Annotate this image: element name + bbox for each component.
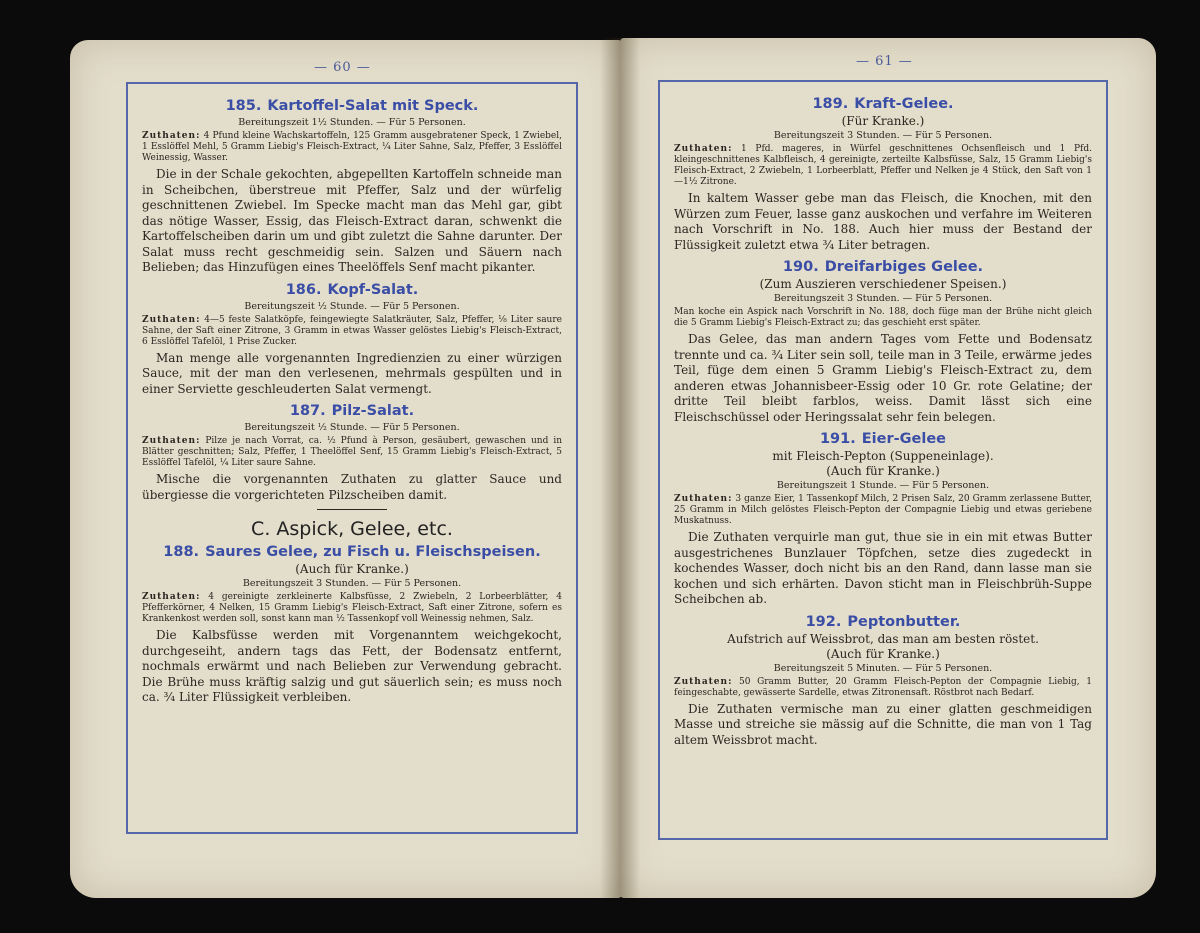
- recipe-187-title: [142, 401, 562, 421]
- recipe-186-name: Kopf-Salat.: [327, 281, 419, 298]
- ingredients-text: 3 ganze Eier, 1 Tassenkopf Milch, 2 Prisen Salz, 20 Gramm zerlassene Butter, 25 Gramm in Milch gelöstes Fleisch-Pepton der Compagnie Liebig und etwas geriebene Muskatnuss.: [674, 494, 1092, 526]
- recipe-191-note: (Auch für Kranke.): [826, 464, 940, 478]
- recipe-187-text: Mische die vorgenannten Zuthaten zu glatter Sauce und übergiesse die vorgerichteten Pilzscheiben damit.: [142, 472, 562, 502]
- page-number-left: — 60 —: [314, 60, 371, 75]
- recipe-189-prep: Bereitungszeit 3 Stunden. — Für 5 Personen.: [773, 130, 993, 141]
- right-page: [620, 38, 1156, 898]
- recipe-190-name: Dreifarbiges Gelee.: [824, 259, 984, 275]
- ingredients-label: Zuthaten:: [142, 314, 201, 325]
- recipe-192-name: Peptonbutter.: [847, 613, 961, 630]
- recipe-191-prep: Bereitungszeit 1 Stunde. — Für 5 Personen.: [776, 480, 990, 491]
- recipe-192-note: (Auch für Kranke.): [826, 646, 940, 661]
- recipe-191-ingredients: [674, 494, 1092, 527]
- recipe-189-text: In kaltem Wasser gebe man das Fleisch, die Knochen, mit den Würzen zum Feuer, lasse ganz auskochen und verfahre im Weiteren nach Vorschrift in No. 188. Auch hier muss der Bestand der Flüssigkeit zuletzt etwa ¾ Liter betragen.: [674, 191, 1092, 252]
- recipe-190-text: Das Gelee, das man andern Tages vom Fette und Bodensatz trennte und ca. ¾ Liter sein soll, teile man in 3 Teile, erwärme jedes Teil, füge dem einen 5 Gramm Liebig's Fleisch-Extract zu, dem anderen etwas Johannisbeer-Essig oder 10 Gr. rote Gelatine; der dritte Teil bleibt farblos, weiss. Damit lässt sich eine Fleischschüssel oder Heringssalat sehr fein belegen.: [674, 332, 1092, 424]
- recipe-189-title: [674, 94, 1092, 114]
- recipe-188-name: Saures Gelee, zu Fisch u. Fleischspeisen.: [205, 544, 541, 560]
- right-page-content: [674, 94, 1092, 828]
- recipe-185-text: Die in der Schale gekochten, abgepellten Kartoffeln schneide man in Scheibchen, überstreue mit Pfeffer, Salz und der würfelig geschnittenen Zwiebel. Im Specke macht man das Mehl gar, gibt das nötige Wasser, Essig, das Fleisch-Extract daran, schwenkt die Kartoffelscheiben darin um und gibt zuletzt die Sahne darunter. Der Salat muss recht geschmeidig sein. Salzen und Säuern nach Belieben; das Hinzufügen eines Theelöffels Senf macht pikanter.: [142, 167, 562, 274]
- recipe-188-text: Die Kalbsfüsse werden mit Vorgenanntem weichgekocht, durchgeseiht, andern tags das Fett, der Bodensatz entfernt, nochmals erwärmt und nach Belieben zur Verwendung gebracht. Die Brühe muss kräftig salzig und gut säuerlich sein; es muss noch ca. ¾ Liter Flüssigkeit verbleiben.: [142, 628, 562, 704]
- ingredients-label: Zuthaten:: [674, 676, 733, 687]
- section-heading: C. Aspick, Gelee, etc.: [251, 518, 453, 540]
- ingredients-text: 4—5 feste Salatköpfe, feingewiegte Salatkräuter, Salz, Pfeffer, ⅛ Liter saure Sahne, der Saft einer Zitrone, 3 Gramm in etwas Wasser gelöstes Liebig's Fleisch-Extract, 6 Esslöffel Tafelöl, 1 Prise Zucker.: [142, 314, 562, 347]
- recipe-192-ingredients: [674, 677, 1092, 699]
- recipe-185-title: [142, 96, 562, 116]
- recipe-192-title: [674, 612, 1092, 632]
- recipe-191-number: 191.: [819, 431, 856, 447]
- recipe-188-prep: Bereitungszeit 3 Stunden. — Für 5 Personen.: [242, 578, 462, 589]
- recipe-190-prep: Bereitungszeit 3 Stunden. — Für 5 Personen.: [773, 293, 993, 304]
- page-number-right: — 61 —: [856, 54, 913, 69]
- right-page-frame: [658, 80, 1108, 840]
- ingredients-label: Zuthaten:: [142, 592, 201, 602]
- recipe-192-prep: Bereitungszeit 5 Minuten. — Für 5 Personen.: [773, 662, 993, 674]
- recipe-188-note: (Auch für Kranke.): [295, 562, 409, 576]
- recipe-186-text: Man menge alle vorgenannten Ingredienzien zu einer würzigen Sauce, mit der man den verlesenen, mehrmals gespülten und in einer Serviette geschleuderten Salat vermengt.: [142, 350, 562, 396]
- recipe-189-note: (Für Kranke.): [841, 114, 925, 128]
- section-divider: [317, 509, 387, 510]
- recipe-185-name: Kartoffel-Salat mit Speck.: [267, 98, 479, 114]
- recipe-187-number: 187.: [289, 403, 326, 419]
- recipe-191-subtitle: mit Fleisch-Pepton (Suppeneinlage).: [772, 449, 994, 463]
- ingredients-text: Pilze je nach Vorrat, ca. ½ Pfund à Person, gesäubert, gewaschen und in Blätter geschnitten; Salz, Pfeffer, 1 Theelöffel Senf, 15 Gramm Liebig's Fleisch-Extract, 5 Esslöffel Tafelöl, ¼ Liter saure Sahne.: [142, 436, 562, 468]
- recipe-192-text: Die Zuthaten vermische man zu einer glatten geschmeidigen Masse und streiche sie mässig auf die Schnitte, die man von 1 Tag altem Weissbrot macht.: [674, 701, 1092, 747]
- recipe-190-note: (Zum Auszieren verschiedener Speisen.): [759, 277, 1007, 291]
- recipe-188-title: [142, 542, 562, 562]
- recipe-186-prep: Bereitungszeit ½ Stunde. — Für 5 Personen.: [244, 300, 460, 312]
- ingredients-label: Zuthaten:: [142, 131, 201, 141]
- recipe-186-title: [142, 280, 562, 300]
- recipe-192-number: 192.: [805, 613, 842, 630]
- recipe-190-number: 190.: [782, 259, 819, 275]
- recipe-192-subtitle: Aufstrich auf Weissbrot, das man am besten röstet.: [727, 631, 1039, 646]
- recipe-185-ingredients: [142, 131, 562, 164]
- ingredients-text: 4 gereinigte zerkleinerte Kalbsfüsse, 2 Zwiebeln, 2 Lorbeerblätter, 4 Pfefferkörner, 4 Nelken, 15 Gramm Liebig's Fleisch-Extract, Saft einer Zitrone, sofern es Krankenkost werden soll, sonst kann man ½ Tassenkopf voll Weinessig nehmen, Salz.: [142, 592, 562, 624]
- recipe-188-ingredients: [142, 592, 562, 625]
- recipe-185-prep: Bereitungszeit 1½ Stunden. — Für 5 Personen.: [238, 117, 466, 128]
- recipe-190-title: [674, 257, 1092, 277]
- left-page-content: [142, 96, 562, 822]
- left-page-frame: [126, 82, 578, 834]
- recipe-191-name: Eier-Gelee: [861, 431, 947, 447]
- book-gutter: [600, 38, 640, 898]
- recipe-189-name: Kraft-Gelee.: [854, 96, 954, 112]
- ingredients-label: Zuthaten:: [674, 494, 733, 504]
- ingredients-text: 4 Pfund kleine Wachskartoffeln, 125 Gramm ausgebratener Speck, 1 Zwiebel, 1 Esslöffel Mehl, 5 Gramm Liebig's Fleisch-Extract, ¼ Liter Sahne, Salz, Pfeffer, 3 Esslöffel Weinessig, Wasser.: [142, 131, 562, 163]
- ingredients-label: Zuthaten:: [674, 144, 733, 154]
- recipe-187-prep: Bereitungszeit ½ Stunde. — Für 5 Personen.: [244, 422, 460, 433]
- ingredients-text: 50 Gramm Butter, 20 Gramm Fleisch-Pepton der Compagnie Liebig, 1 feingeschabte, gewässerte Sardelle, etwas Zitronensaft. Röstbrot nach Bedarf.: [674, 676, 1092, 698]
- recipe-191-title: [674, 429, 1092, 449]
- recipe-187-name: Pilz-Salat.: [331, 403, 415, 419]
- left-page: [70, 40, 622, 898]
- recipe-188-number: 188.: [163, 544, 200, 560]
- recipe-189-ingredients: [674, 144, 1092, 188]
- recipe-190-intro: Man koche ein Aspick nach Vorschrift in No. 188, doch füge man der Brühe nicht gleich die 5 Gramm Liebig's Fleisch-Extract zu; das geschieht erst später.: [674, 307, 1092, 328]
- recipe-186-number: 186.: [285, 281, 322, 298]
- recipe-185-number: 185.: [225, 98, 262, 114]
- ingredients-text: 1 Pfd. mageres, in Würfel geschnittenes Ochsenfleisch und 1 Pfd. kleingeschnittenes Kalbfleisch, 4 gereinigte, zerteilte Kalbsfüsse, Salz, 15 Gramm Liebig's Fleisch-Extract, 2 Zwiebeln, 1 Lorbeerblatt, Pfeffer und Nelken je 4 Stück, den Saft von 1—1½ Zitrone.: [674, 144, 1092, 187]
- recipe-186-ingredients: [142, 315, 562, 348]
- recipe-189-number: 189.: [812, 96, 849, 112]
- recipe-187-ingredients: [142, 436, 562, 469]
- recipe-191-text: Die Zuthaten verquirle man gut, thue sie in ein mit etwas Butter ausgestrichenes Bunzlauer Töpfchen, setze dies zugedeckt in kochendes Wasser, doch nicht bis an den Rand, dann lasse man sie kochen und sich erhärten. Davon sticht man in Fleischbrüh-Suppe Scheibchen ab.: [674, 530, 1092, 606]
- ingredients-label: Zuthaten:: [142, 436, 201, 446]
